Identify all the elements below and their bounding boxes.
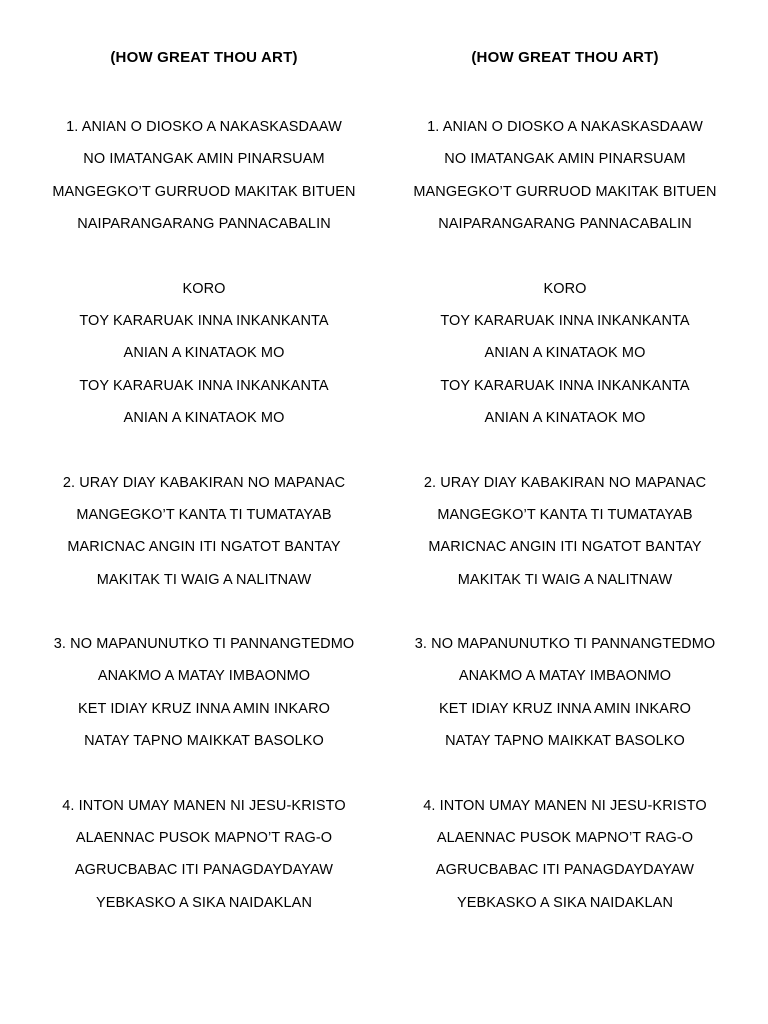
verse-2 <box>385 467 745 597</box>
chorus <box>24 273 384 435</box>
lyric-line: NAIPARANGARANG PANNACABALIN <box>438 216 692 233</box>
lyric-line: 2. URAY DIAY KABAKIRAN NO MAPANAC <box>62 474 346 491</box>
chorus-label: KORO <box>182 280 226 297</box>
lyric-line: KET IDIAY KRUZ INNA AMIN INKARO <box>438 700 692 717</box>
verse-4 <box>24 790 384 920</box>
lyric-line: NO IMATANGAK AMIN PINARSUAM <box>444 151 686 168</box>
lyric-line: ANIAN A KINATAOK MO <box>484 410 646 427</box>
lyric-line: 4. INTON UMAY MANEN NI JESU-KRISTO <box>423 797 707 814</box>
verse-1 <box>385 111 745 241</box>
lyric-line: MANGEGKO’T GURRUOD MAKITAK BITUEN <box>413 183 717 200</box>
lyric-line: MARICNAC ANGIN ITI NGATOT BANTAY <box>428 539 702 556</box>
lyric-line: NAIPARANGARANG PANNACABALIN <box>77 216 331 233</box>
lyric-line: ANIAN A KINATAOK MO <box>484 345 646 362</box>
lyric-line: ANIAN A KINATAOK MO <box>123 410 285 427</box>
lyric-line: 3. NO MAPANUNUTKO TI PANNANGTEDMO <box>414 636 716 653</box>
lyric-line: 2. URAY DIAY KABAKIRAN NO MAPANAC <box>423 474 707 491</box>
lyric-line: MANGEGKO’T KANTA TI TUMATAYAB <box>76 506 332 523</box>
lyric-line: MAKITAK TI WAIG A NALITNAW <box>457 571 673 588</box>
lyric-line: 4. INTON UMAY MANEN NI JESU-KRISTO <box>62 797 346 814</box>
lyrics-column-left <box>24 46 384 951</box>
lyric-line: 1. ANIAN O DIOSKO A NAKASKASDAAW <box>66 119 342 135</box>
lyric-line: 3. NO MAPANUNUTKO TI PANNANGTEDMO <box>53 636 355 653</box>
lyric-line: AGRUCBABAC ITI PANAGDAYDAYAW <box>74 862 334 879</box>
lyric-line: ALAENNAC PUSOK MAPNO’T RAG-O <box>436 830 694 847</box>
lyric-line: KET IDIAY KRUZ INNA AMIN INKARO <box>77 700 331 717</box>
lyric-line: MANGEGKO’T GURRUOD MAKITAK BITUEN <box>52 183 356 200</box>
lyric-line: AGRUCBABAC ITI PANAGDAYDAYAW <box>435 862 695 879</box>
lyric-line: MARICNAC ANGIN ITI NGATOT BANTAY <box>67 539 341 556</box>
verse-3 <box>385 628 745 758</box>
lyric-line: YEBKASKO A SIKA NAIDAKLAN <box>95 894 313 911</box>
lyric-line: ANIAN A KINATAOK MO <box>123 345 285 362</box>
lyric-line: TOY KARARUAK INNA INKANKANTA <box>79 312 329 329</box>
lyric-line: TOY KARARUAK INNA INKANKANTA <box>440 312 690 329</box>
lyric-line: TOY KARARUAK INNA INKANKANTA <box>79 377 329 394</box>
song-title: (HOW GREAT THOU ART) <box>110 49 298 66</box>
lyric-line: MAKITAK TI WAIG A NALITNAW <box>96 571 312 588</box>
lyric-line: MANGEGKO’T KANTA TI TUMATAYAB <box>437 506 693 523</box>
lyrics-column-right <box>385 46 745 951</box>
lyric-line: YEBKASKO A SIKA NAIDAKLAN <box>456 894 674 911</box>
lyric-line: NO IMATANGAK AMIN PINARSUAM <box>83 151 325 168</box>
song-title: (HOW GREAT THOU ART) <box>471 49 659 66</box>
lyric-line: ANAKMO A MATAY IMBAONMO <box>97 668 311 685</box>
lyric-line: TOY KARARUAK INNA INKANKANTA <box>440 377 690 394</box>
lyric-line: 1. ANIAN O DIOSKO A NAKASKASDAAW <box>427 119 703 135</box>
verse-2 <box>24 467 384 597</box>
verse-4 <box>385 790 745 920</box>
lyric-line: NATAY TAPNO MAIKKAT BASOLKO <box>84 733 324 750</box>
verse-1 <box>24 111 384 241</box>
chorus <box>385 273 745 435</box>
chorus-label: KORO <box>543 280 587 297</box>
lyric-line: NATAY TAPNO MAIKKAT BASOLKO <box>445 733 685 750</box>
verse-3 <box>24 628 384 758</box>
lyric-line: ANAKMO A MATAY IMBAONMO <box>458 668 672 685</box>
lyric-line: ALAENNAC PUSOK MAPNO’T RAG-O <box>75 830 333 847</box>
